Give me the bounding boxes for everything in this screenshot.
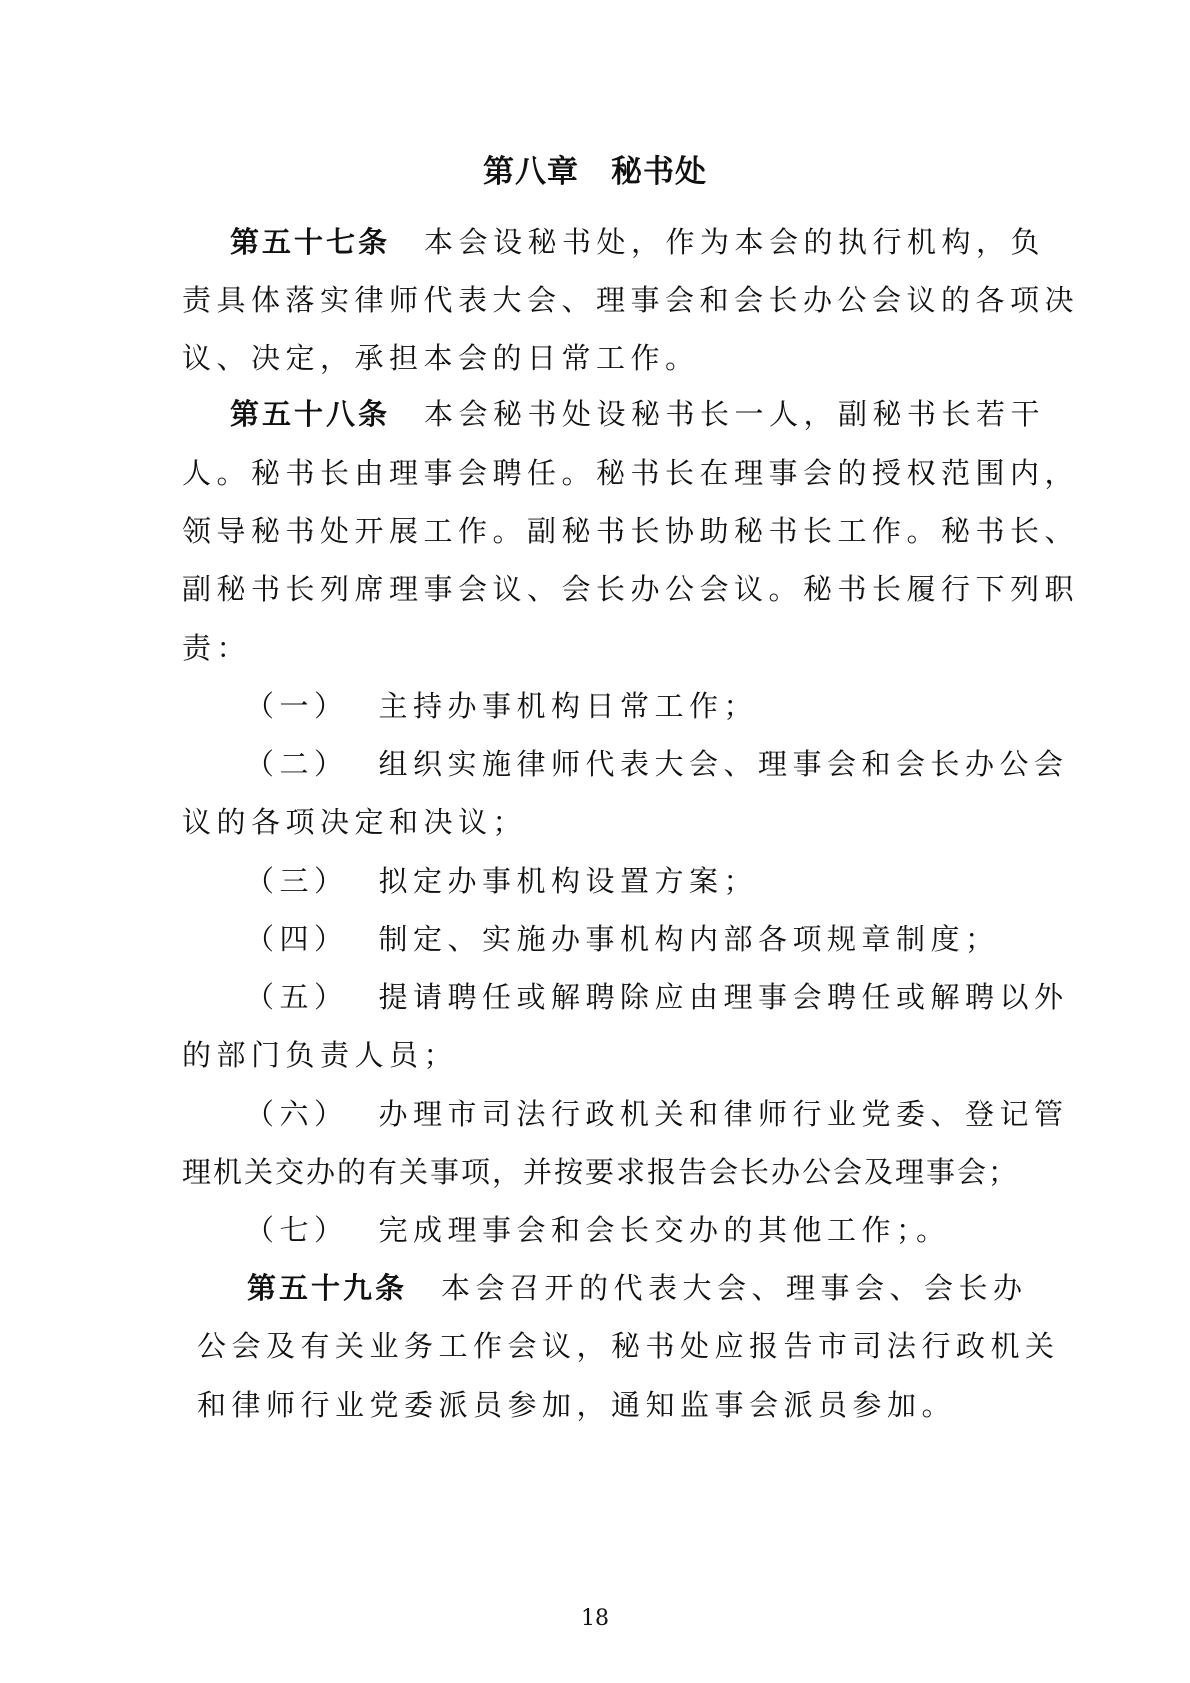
item-4-text: 制定、实施办事机构内部各项规章制度； bbox=[378, 922, 1000, 956]
chapter-title: 第八章 秘书处 bbox=[483, 154, 707, 190]
item-2-text: 组织实施律师代表大会、理事会和会长办公会 bbox=[378, 747, 1069, 781]
item-7-text: 完成理事会和会长交办的其他工作；。 bbox=[378, 1213, 951, 1247]
article-57-text: 本会设秘书处，作为本会的执行机构，负 bbox=[424, 225, 1046, 259]
article-58-line-4: 副秘书长列席理事会议、会长办公会议。秘书长履行下列职 bbox=[182, 572, 1080, 606]
item-2-line-2: 议的各项决定和决议； bbox=[182, 805, 528, 839]
item-7-number: （七） bbox=[245, 1213, 349, 1247]
item-1-number: （一） bbox=[245, 689, 349, 723]
item-7-line-1 bbox=[245, 1210, 1015, 1250]
item-1-text: 主持办事机构日常工作； bbox=[378, 689, 759, 723]
article-58-line-1 bbox=[230, 394, 1046, 434]
item-6-number: （六） bbox=[245, 1097, 349, 1131]
item-2-line-1 bbox=[245, 744, 1069, 784]
item-3-line-1 bbox=[245, 861, 1015, 901]
article-57-line-2: 责具体落实律师代表大会、理事会和会长办公会议的各项决 bbox=[182, 283, 1080, 317]
article-59-text: 本会召开的代表大会、理事会、会长办 bbox=[441, 1271, 1028, 1305]
article-59-line-2: 公会及有关业务工作会议，秘书处应报告市司法行政机关 bbox=[197, 1329, 1060, 1363]
article-59-heading: 第五十九条 bbox=[247, 1271, 408, 1305]
article-59-line-3: 和律师行业党委派员参加，通知监事会派员参加。 bbox=[197, 1388, 957, 1422]
item-4-number: （四） bbox=[245, 922, 349, 956]
item-5-number: （五） bbox=[245, 980, 349, 1014]
item-5-text: 提请聘任或解聘除应由理事会聘任或解聘以外 bbox=[378, 980, 1069, 1014]
item-3-number: （三） bbox=[245, 864, 349, 898]
page-number: 18 bbox=[581, 1606, 609, 1631]
article-58-line-5: 责： bbox=[182, 631, 252, 665]
item-1-line-1 bbox=[245, 686, 1015, 726]
article-58-line-2: 人。秘书长由理事会聘任。秘书长在理事会的授权范围内， bbox=[182, 456, 1080, 490]
article-58-heading: 第五十八条 bbox=[230, 397, 391, 431]
article-57-line-1 bbox=[230, 222, 1046, 262]
item-5-line-2: 的部门负责人员； bbox=[182, 1038, 459, 1072]
item-2-number: （二） bbox=[245, 747, 349, 781]
item-3-text: 拟定办事机构设置方案； bbox=[378, 864, 759, 898]
item-4-line-1 bbox=[245, 919, 1015, 959]
article-57-line-3: 议、决定，承担本会的日常工作。 bbox=[182, 341, 700, 375]
article-59-line-1 bbox=[247, 1268, 1028, 1308]
article-58-text: 本会秘书处设秘书长一人，副秘书长若干 bbox=[424, 397, 1046, 431]
article-58-line-3: 领导秘书处开展工作。副秘书长协助秘书长工作。秘书长、 bbox=[182, 514, 1080, 548]
item-6-line-2: 理机关交办的有关事项，并按要求报告会长办公会及理事会； bbox=[182, 1155, 1020, 1189]
item-6-line-1 bbox=[245, 1094, 1069, 1134]
item-6-text: 办理市司法行政机关和律师行业党委、登记管 bbox=[378, 1097, 1069, 1131]
article-57-heading: 第五十七条 bbox=[230, 225, 391, 259]
item-5-line-1 bbox=[245, 977, 1069, 1017]
